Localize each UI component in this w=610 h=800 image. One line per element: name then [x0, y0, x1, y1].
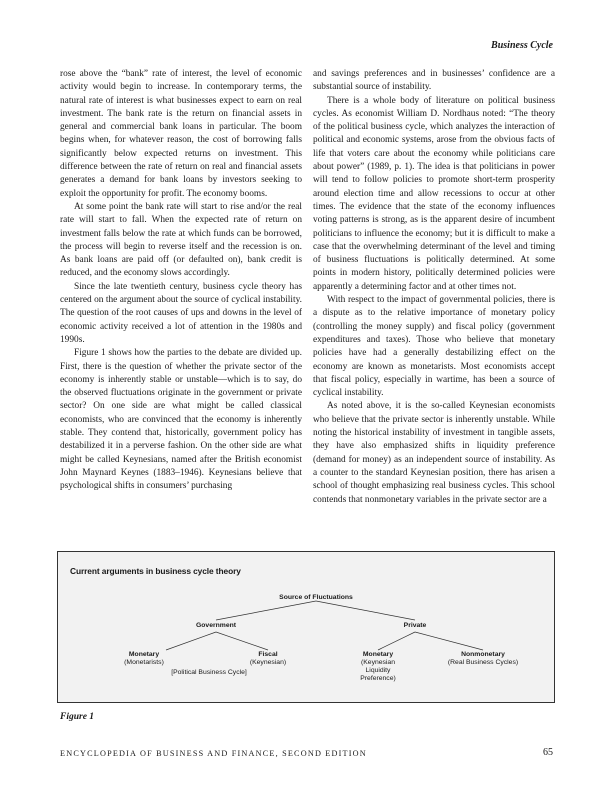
connector-root-government	[216, 601, 316, 620]
figure-caption: Figure 1	[60, 712, 95, 722]
paragraph: As noted above, it is the so-called Keynesian economists who believe that the private sector is inherently unstable. While noting the historical instability of investment in tangible assets, they have also emphasized shifts in liquidity preference (demand for money) as an independent source of instability. As a counter to the standard Keynesian position, there has arisen a school of thought emphasizing real business cycles. This school contends that nonmonetary variables in the private sector are a	[313, 401, 555, 505]
right-column	[313, 68, 555, 507]
node-monetary-government: Monetary (Monetarists)	[124, 651, 164, 666]
left-column	[60, 68, 302, 494]
connector-root-private	[316, 601, 415, 620]
paragraph: Since the late twentieth century, business cycle theory has centered on the argument about the source of cyclical instability. The question of the root causes of ups and downs in the level of economic activity received a lot of attention in the 1980s and 1990s.	[60, 281, 302, 345]
paragraph: Figure 1 shows how the parties to the debate are divided up. First, there is the question of whether the private sector of the economy is inherently stable or unstable—which is to say, do the observed fluctuations originate in the government or private sector? On one side are what might be called classical economists, who are convinced that the economy is inherently stable. They contend that, historically, government policy has destabilized it in a perverse fashion. On the other side are what might be called Keynesians, named after the British economist John Maynard Keynes (1883–1946). Keynesians believe that psychological shifts in consumers’ purchasing	[60, 348, 302, 492]
figure-title: Current arguments in business cycle theory	[70, 566, 241, 576]
paragraph: and savings preferences and in businesses’ confidence are a substantial source of instability.	[313, 69, 555, 93]
running-head: Business Cycle	[491, 40, 553, 51]
footer-book-title: ENCYCLOPEDIA OF BUSINESS AND FINANCE, SECOND EDITION	[60, 749, 367, 758]
node-private: Private	[403, 622, 427, 629]
node-government: Government	[195, 622, 237, 629]
connector-private-nonmonetary	[415, 632, 483, 650]
tree-connectors	[58, 552, 556, 704]
node-nonmonetary: Nonmonetary (Real Business Cycles)	[447, 651, 519, 666]
paragraph: With respect to the impact of governmental policies, there is a dispute as to the relative importance of monetary policy (controlling the money supply) and fiscal policy (government expenditures and taxes). Those who believe that monetary policies have had a generally destabilizing effect on the economy are known as monetarists. Most economists accept that fiscal policy, especially in wartime, has been a source of cyclical instability.	[313, 295, 555, 399]
connector-private-monetary	[378, 632, 415, 650]
node-political-business-cycle: [Political Business Cycle]	[171, 669, 247, 676]
figure-box	[57, 551, 555, 703]
node-source-of-fluctuations: Source of Fluctuations	[279, 594, 353, 601]
node-fiscal: Fiscal (Keynesian)	[249, 651, 287, 666]
connector-government-monetary	[166, 632, 216, 650]
paragraph: At some point the bank rate will start to rise and/or the real rate will start to fall. When the expected rate of return on investment falls below the rate at which funds can be borrowed, the process will begin to reverse itself and the recession is on. As bank loans are paid off (or defaulted on), bank credit is reduced, and the economy slows accordingly.	[60, 201, 302, 279]
node-monetary-private: Monetary (Keynesian Liquidity Preference)	[360, 651, 396, 682]
page-number: 65	[543, 747, 553, 758]
paragraph: rose above the “bank” rate of interest, the level of economic activity would begin to increase. In contemporary terms, the natural rate of interest is what businesses expect to earn on real investment. The bank rate is the return on financial assets in general and commercial bank loans in particular. The boom begins when, for whatever reason, the cost of borrowing falls significantly below expected returns on investment. This difference between the rate of return on real and financial assets generates a demand for bank loans by investors seeking to exploit the opportunity for profit. The economy booms.	[60, 69, 302, 199]
connector-government-fiscal	[216, 632, 268, 650]
paragraph: There is a whole body of literature on political business cycles. As economist William D. Nordhaus noted: “The theory of the political business cycle, which analyzes the interaction of political and economic systems, arose from the obvious facts of life that voters care about the economy while politicians care about power” (1989, p. 1). The idea is that politicians in power will tend to follow policies to promote short-term prosperity around election time and allow recessions to occur at other times. The evidence that the state of the economy influences voting patterns is strong, as is the apparent desire of incumbent politicians to influence the economy; but it is difficult to make a case that the overwhelming determinant of the level and timing of business fluctuations is politically determined. At some points in modern history, politically determined policies were apparently a determining factor and at other times not.	[313, 95, 555, 292]
